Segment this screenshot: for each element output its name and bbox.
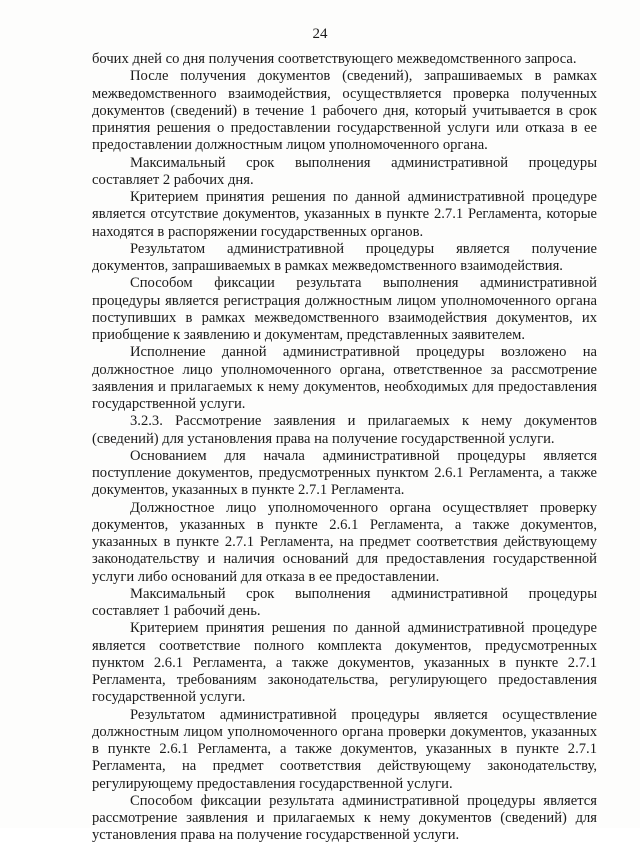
paragraph: Максимальный срок выполнения административной процедуры составляет 1 рабочий день. <box>92 585 597 619</box>
paragraph: Критерием принятия решения по данной административной процедуре является соответствие полного комплекта документов, предусмотренных пунктом 2.6.1 Регламента, а также документов, указанных в пункте 2.7.1 Регламента, требованиям законодательства, регулирующего предоставления государственной услуги. <box>92 620 597 706</box>
paragraph: Результатом административной процедуры является получение документов, запрашиваемых в рамках межведомственного взаимодействия. <box>92 240 597 274</box>
paragraph: Основанием для начала административной процедуры является поступление документов, предусмотренных пунктом 2.6.1 Регламента, а также документов, указанных в пункте 2.7.1 Регламента. <box>92 447 597 499</box>
paragraph: Результатом административной процедуры является осуществление должностным лицом уполномоченного органа проверки документов, указанных в пункте 2.6.1 Регламента, а также документов, указанных в пункте 2.7.1 Регламента, на предмет соответствия действующему законодательству, регулирующему предоставления государственной услуги. <box>92 706 597 792</box>
paragraph: Максимальный срок выполнения административной процедуры составляет 2 рабочих дня. <box>92 154 597 188</box>
paragraph: Критерием принятия решения по данной административной процедуре является отсутствие документов, указанных в пункте 2.7.1 Регламента, которые находятся в распоряжении государственных органов. <box>92 189 597 240</box>
paragraph: После получения документов (сведений), запрашиваемых в рамках межведомственного взаимодействия, осуществляется проверка полученных документов (сведений) в течение 1 рабочего дня, который учитывается в срок принятия решения о предоставлении государственной услуги или отказа в ее предоставлении должностным лицом уполномоченного органа. <box>92 68 597 154</box>
paragraph: Исполнение данной административной процедуры возложено на должностное лицо уполномоченного органа, ответственное за рассмотрение заявления и прилагаемых к нему документов, необходимых для предоставления государственной услуги. <box>92 344 597 412</box>
document-body <box>92 51 597 845</box>
paragraph: Должностное лицо уполномоченного органа осуществляет проверку документов, указанных в пункте 2.6.1 Регламента, а также документов, указанных в пункте 2.7.1 Регламента, на предмет соответствия действующему законодательству и наличия оснований для предоставления государственной услуги либо оснований для отказа в ее предоставлении. <box>92 499 597 585</box>
paragraph: Способом фиксации результата административной процедуры является рассмотрение заявления и прилагаемых к нему документов (сведений) для установления права на получение государственной услуги. <box>92 792 597 844</box>
section-heading-3-2-3: 3.2.3. Рассмотрение заявления и прилагаемых к нему документов (сведений) для установления права на получение государственной услуги. <box>92 413 597 447</box>
paragraph: Способом фиксации результата выполнения административной процедуры является регистрация должностным лицом уполномоченного органа поступивших в рамках межведомственного взаимодействия документов, их приобщение к заявлению и документам, представленных заявителем. <box>92 275 597 343</box>
paragraph: бочих дней со дня получения соответствующего межведомственного запроса. <box>92 51 577 67</box>
page-number: 24 <box>312 26 328 42</box>
